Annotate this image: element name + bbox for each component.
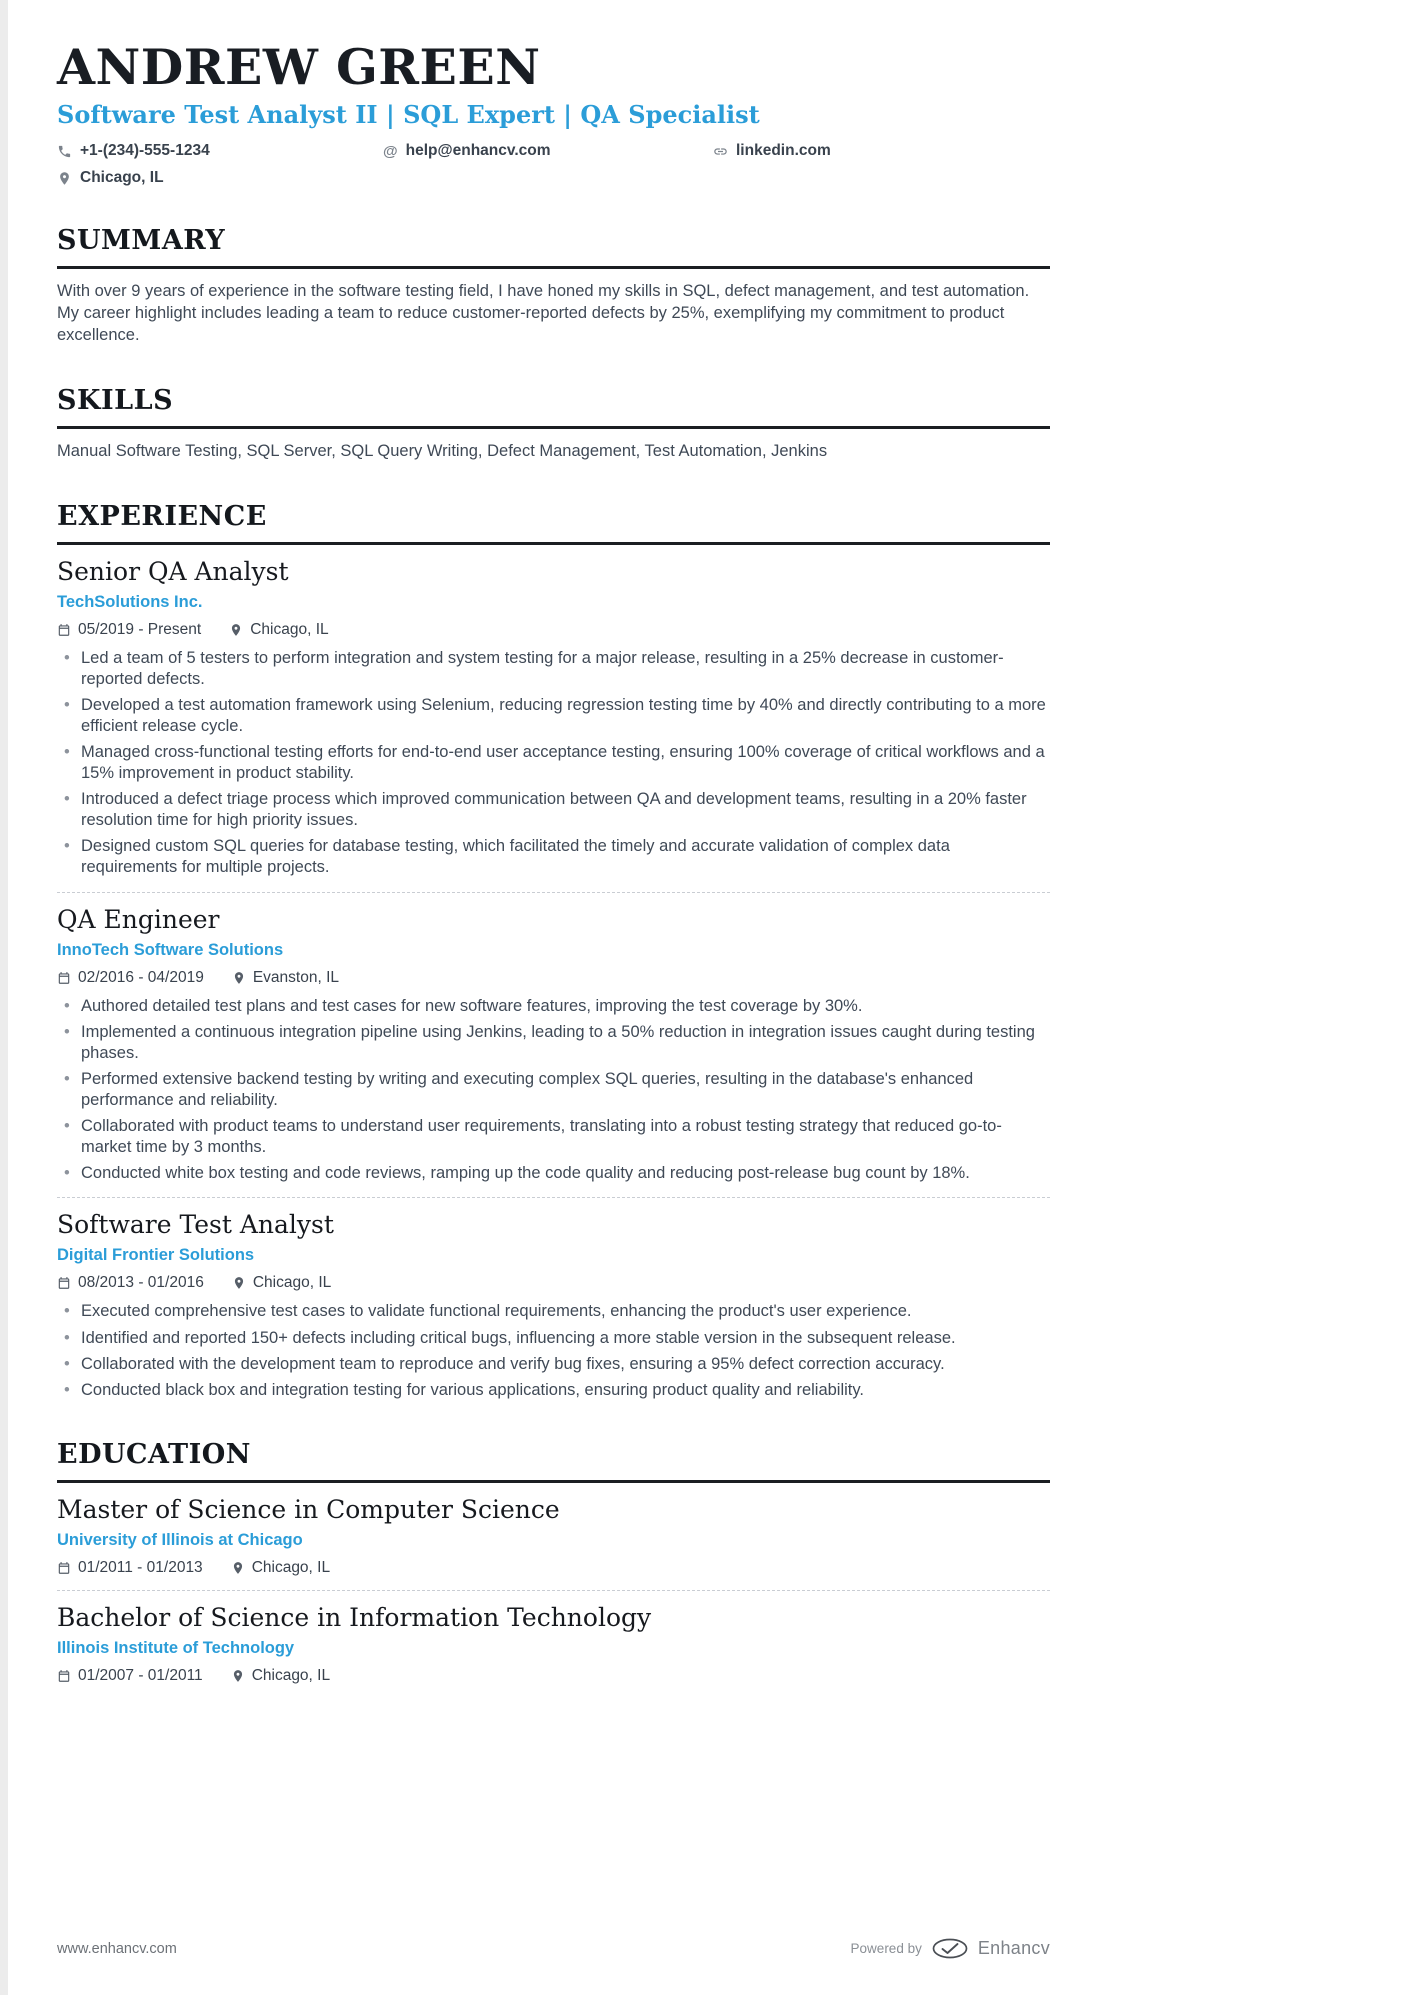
location bbox=[57, 169, 164, 187]
company-name: Digital Frontier Solutions bbox=[57, 1246, 255, 1265]
bullet-item: • Managed cross-functional testing efforts for end-to-end user acceptance testing, ensuring 100% coverage of critical workflows and a 15% improvement in product stability. bbox=[57, 742, 1050, 784]
entry-divider bbox=[57, 1590, 1050, 1591]
page-footer bbox=[57, 1938, 1050, 1959]
job-location bbox=[232, 969, 339, 987]
bullet-item: • Conducted white box testing and code reviews, ramping up the code quality and reducing post-release bug count by 18%. bbox=[57, 1163, 1050, 1184]
degree-dates bbox=[57, 1559, 203, 1577]
location-pin-icon bbox=[232, 971, 246, 985]
company-name: TechSolutions Inc. bbox=[57, 592, 203, 611]
email[interactable] bbox=[383, 142, 713, 160]
experience-section bbox=[57, 501, 1050, 1401]
job-meta bbox=[57, 621, 1050, 639]
summary-section bbox=[57, 225, 1050, 346]
resume-header bbox=[57, 38, 1050, 187]
bullet-item: • Executed comprehensive test cases to validate functional requirements, enhancing the product's user experience. bbox=[57, 1301, 1050, 1322]
bullet-item: • Identified and reported 150+ defects including critical bugs, influencing a more stable version in the subsequent release. bbox=[57, 1328, 1050, 1349]
job-location bbox=[229, 621, 328, 639]
school-name: Illinois Institute of Technology bbox=[57, 1638, 295, 1657]
bullet-item: • Implemented a continuous integration pipeline using Jenkins, leading to a 50% reduction in integration issues caught during testing phases. bbox=[57, 1022, 1050, 1064]
email-address: help@enhancv.com bbox=[405, 142, 551, 160]
location-text: Chicago, IL bbox=[80, 169, 164, 187]
job-location-text: Chicago, IL bbox=[252, 1274, 332, 1292]
location-pin-icon bbox=[57, 171, 72, 186]
bullet-item: • Collaborated with the development team to reproduce and verify bug fixes, ensuring a 95% defect correction accuracy. bbox=[57, 1354, 1050, 1375]
entry-divider bbox=[57, 1197, 1050, 1198]
school-name: University of Illinois at Chicago bbox=[57, 1530, 303, 1549]
calendar-icon bbox=[57, 623, 71, 637]
job-location bbox=[232, 1274, 331, 1292]
education-heading: EDUCATION bbox=[57, 1439, 1050, 1483]
contact-row bbox=[57, 142, 1050, 160]
bullet-item: • Performed extensive backend testing by writing and executing complex SQL queries, resulting in the database's enhanced performance and reliability. bbox=[57, 1069, 1050, 1111]
bullet-item: • Authored detailed test plans and test cases for new software features, improving the test coverage by 30%. bbox=[57, 996, 1050, 1017]
summary-heading: SUMMARY bbox=[57, 225, 1050, 269]
bullet-item: • Led a team of 5 testers to perform integration and system testing for a major release, resulting in a 25% decrease in customer-reported defects. bbox=[57, 648, 1050, 690]
calendar-icon bbox=[57, 1561, 71, 1575]
job-meta bbox=[57, 1274, 1050, 1292]
experience-entry bbox=[57, 1210, 1050, 1400]
page-left-edge bbox=[0, 0, 8, 1995]
job-title: Senior QA Analyst bbox=[57, 556, 289, 586]
bullet-item: • Collaborated with product teams to understand user requirements, translating into a robust testing strategy that reduced go-to-market time by 3 months. bbox=[57, 1116, 1050, 1158]
job-bullets bbox=[57, 1301, 1050, 1400]
experience-entry bbox=[57, 905, 1050, 1185]
degree-location bbox=[231, 1559, 330, 1577]
education-entry bbox=[57, 1495, 1050, 1577]
education-entry bbox=[57, 1603, 1050, 1685]
job-location-text: Evanston, IL bbox=[252, 968, 340, 986]
job-dates bbox=[57, 621, 201, 639]
skills-list: Manual Software Testing, SQL Server, SQL Query Writing, Defect Management, Test Automation, Jenkins bbox=[57, 441, 828, 460]
job-dates-text: 08/2013 - 01/2016 bbox=[78, 1274, 204, 1292]
bullet-item: • Introduced a defect triage process which improved communication between QA and development teams, resulting in a 20% faster resolution time for high priority issues. bbox=[57, 789, 1050, 831]
summary-text: With over 9 years of experience in the software testing field, I have honed my skills in SQL, defect management, and test automation. My career highlight includes leading a team to reduce customer-reported defects by 25%, exemplifying my commitment to product excellence. bbox=[57, 282, 1030, 344]
company-name: InnoTech Software Solutions bbox=[57, 940, 284, 959]
degree-dates-text: 01/2007 - 01/2011 bbox=[78, 1666, 203, 1684]
job-location-text: Chicago, IL bbox=[250, 620, 329, 638]
powered-by bbox=[851, 1938, 1050, 1959]
job-dates-text: 02/2016 - 04/2019 bbox=[78, 968, 204, 986]
calendar-icon bbox=[57, 1669, 71, 1683]
location-pin-icon bbox=[229, 623, 243, 637]
bullet-item: • Developed a test automation framework using Selenium, reducing regression testing time by 40% and directly contributing to a more efficient release cycle. bbox=[57, 695, 1050, 737]
link-icon bbox=[713, 144, 728, 159]
powered-by-label: Powered by bbox=[850, 1941, 922, 1956]
location-pin-icon bbox=[232, 1276, 246, 1290]
job-meta bbox=[57, 969, 1050, 987]
phone bbox=[57, 142, 383, 160]
location-pin-icon bbox=[231, 1561, 245, 1575]
degree-location-text: Chicago, IL bbox=[251, 1558, 331, 1576]
calendar-icon bbox=[57, 1276, 71, 1290]
at-icon: @ bbox=[383, 142, 398, 160]
degree-meta bbox=[57, 1667, 1050, 1685]
job-title: Software Test Analyst bbox=[57, 1210, 334, 1240]
candidate-name: ANDREW GREEN bbox=[57, 38, 541, 96]
degree-dates bbox=[57, 1667, 203, 1685]
resume-content bbox=[57, 38, 1050, 1685]
job-title: QA Engineer bbox=[57, 904, 220, 934]
job-bullets bbox=[57, 996, 1050, 1185]
degree-location bbox=[231, 1667, 330, 1685]
skills-heading: SKILLS bbox=[57, 385, 1050, 429]
job-dates bbox=[57, 969, 204, 987]
job-dates-text: 05/2019 - Present bbox=[78, 620, 202, 638]
linkedin-link[interactable] bbox=[713, 142, 831, 160]
phone-icon bbox=[57, 144, 72, 159]
education-section bbox=[57, 1439, 1050, 1685]
experience-heading: EXPERIENCE bbox=[57, 501, 1050, 545]
calendar-icon bbox=[57, 971, 71, 985]
linkedin-text: linkedin.com bbox=[736, 142, 831, 160]
website-link[interactable]: www.enhancv.com bbox=[57, 1940, 177, 1957]
bullet-item: • Conducted black box and integration testing for various applications, ensuring product quality and reliability. bbox=[57, 1380, 1050, 1401]
degree-location-text: Chicago, IL bbox=[251, 1666, 331, 1684]
location-pin-icon bbox=[231, 1669, 245, 1683]
degree-dates-text: 01/2011 - 01/2013 bbox=[78, 1558, 203, 1576]
candidate-headline: Software Test Analyst II | SQL Expert | QA Specialist bbox=[57, 100, 760, 130]
enhancv-logo-icon bbox=[932, 1938, 968, 1959]
phone-number: +1-(234)-555-1234 bbox=[80, 142, 210, 160]
degree-title: Bachelor of Science in Information Technology bbox=[57, 1602, 652, 1632]
skills-section bbox=[57, 385, 1050, 463]
entry-divider bbox=[57, 892, 1050, 893]
job-dates bbox=[57, 1274, 204, 1292]
experience-entry bbox=[57, 557, 1050, 879]
job-bullets bbox=[57, 648, 1050, 879]
degree-meta bbox=[57, 1559, 1050, 1577]
enhancv-brand[interactable]: Enhancv bbox=[977, 1938, 1050, 1958]
location-row bbox=[57, 169, 1050, 187]
degree-title: Master of Science in Computer Science bbox=[57, 1494, 560, 1524]
bullet-item: • Designed custom SQL queries for database testing, which facilitated the timely and accurate validation of complex data requirements for multiple projects. bbox=[57, 836, 1050, 878]
